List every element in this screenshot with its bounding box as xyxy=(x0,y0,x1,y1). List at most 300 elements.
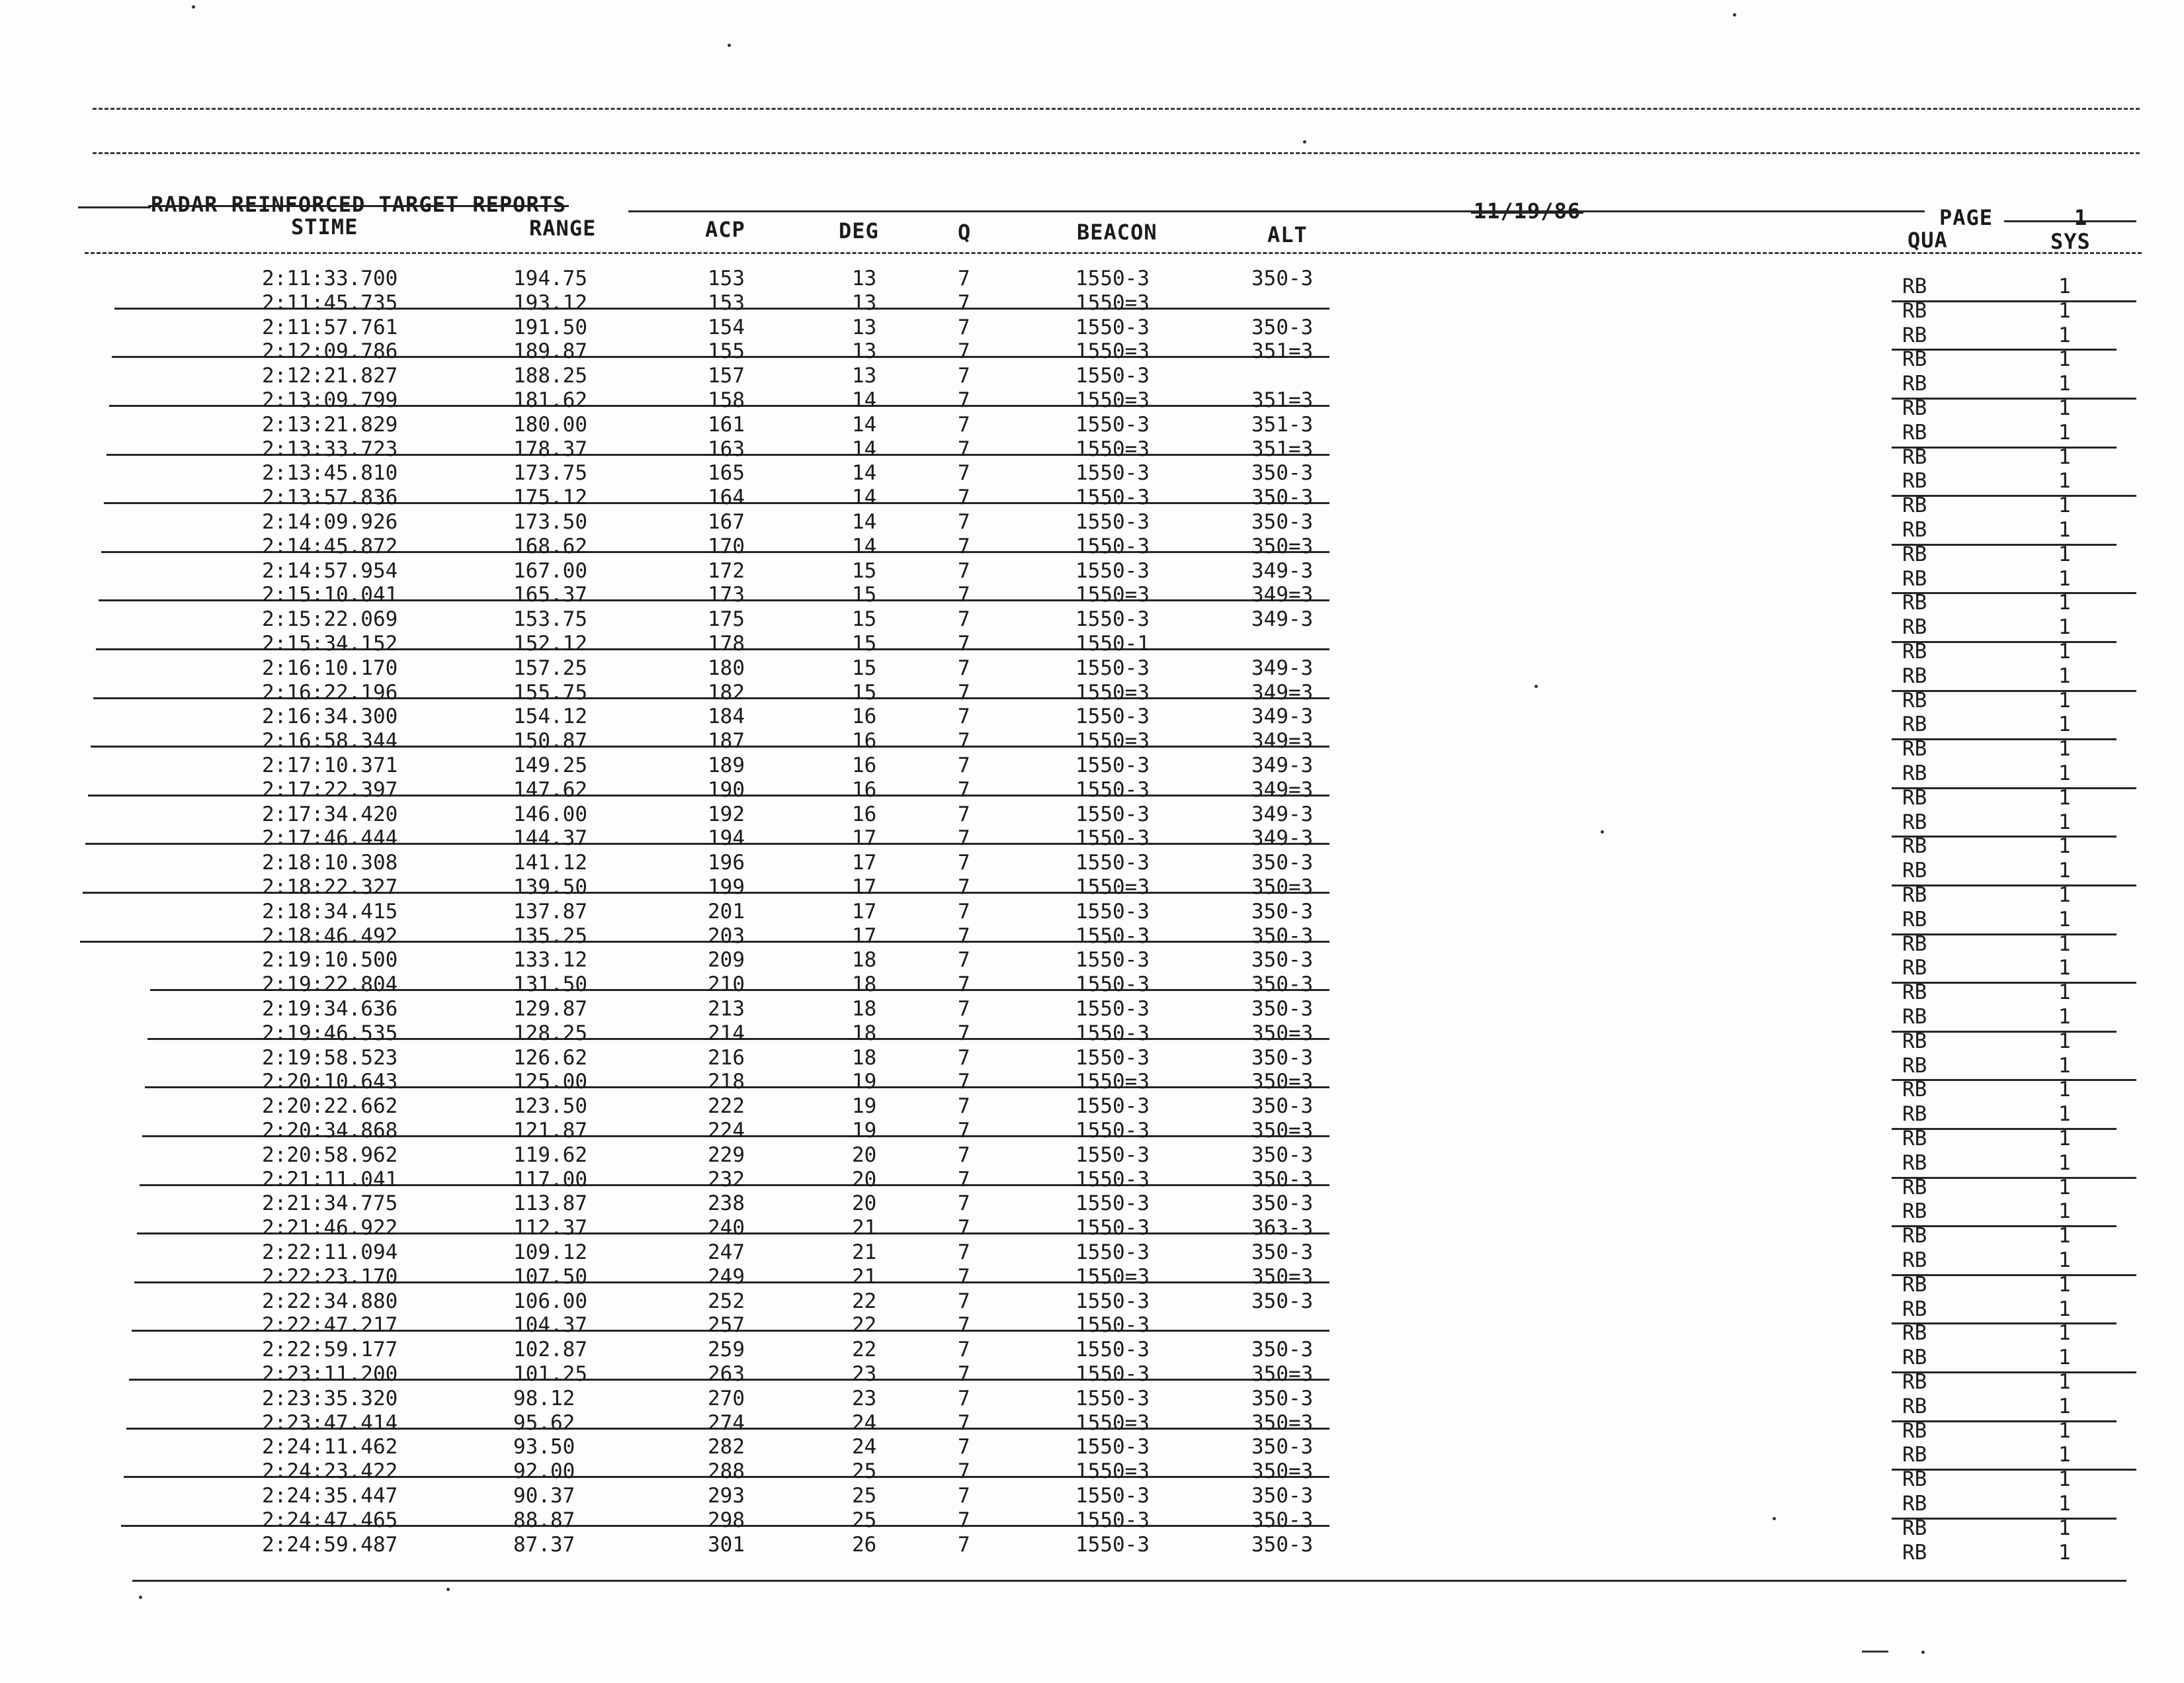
cell-beacon: 1550-3 xyxy=(1075,1532,1150,1557)
cell-acp: 153 xyxy=(708,267,745,290)
cell-deg: 19 xyxy=(852,1094,877,1119)
cell-range: 173.50 xyxy=(513,510,587,534)
cell-qua: RB xyxy=(1902,323,1927,347)
cell-range: 106.00 xyxy=(513,1289,587,1313)
row-strike-line xyxy=(1892,1274,2136,1276)
cell-sys: 1 xyxy=(2058,761,2071,785)
cell-range: 175.12 xyxy=(513,486,587,510)
cell-sys: 1 xyxy=(2058,347,2071,372)
cell-deg: 14 xyxy=(852,437,877,461)
cell-deg: 17 xyxy=(852,899,877,924)
cell-stime: 2:16:34.300 xyxy=(262,705,398,729)
cell-beacon: 1550-3 xyxy=(1075,851,1150,875)
cell-range: 104.37 xyxy=(513,1313,587,1338)
cell-qua: RB xyxy=(1902,420,1927,445)
table-row xyxy=(0,315,2184,347)
table-row xyxy=(0,826,2184,859)
cell-range: 102.87 xyxy=(513,1338,587,1362)
cell-range: 123.50 xyxy=(513,1094,587,1119)
cell-q: 7 xyxy=(958,972,970,997)
cell-beacon: 1550-3 xyxy=(1075,607,1150,632)
cell-alt: 349=3 xyxy=(1251,583,1314,607)
cell-range: 167.00 xyxy=(513,558,587,583)
cell-acp: 167 xyxy=(708,510,745,534)
cell-beacon: 1550-3 xyxy=(1075,315,1150,339)
cell-qua: RB xyxy=(1902,931,1927,956)
table-row xyxy=(0,510,2184,542)
cell-sys: 1 xyxy=(2058,469,2071,494)
table-row xyxy=(0,412,2184,445)
cell-beacon: 1550-3 xyxy=(1075,705,1150,729)
cell-qua: RB xyxy=(1902,347,1927,372)
cell-beacon: 1550=3 xyxy=(1075,875,1150,899)
cell-q: 7 xyxy=(958,534,970,558)
table-row xyxy=(0,1191,2184,1224)
cell-deg: 13 xyxy=(852,364,877,388)
cell-q: 7 xyxy=(958,1410,970,1435)
cell-qua: RB xyxy=(1902,615,1927,640)
cell-sys: 1 xyxy=(2058,1127,2071,1150)
cell-alt: 363-3 xyxy=(1251,1216,1314,1240)
cell-acp: 210 xyxy=(708,972,745,997)
cell-alt: 350-3 xyxy=(1251,1143,1314,1167)
cell-acp: 190 xyxy=(708,777,745,802)
table-row xyxy=(0,1289,2184,1321)
cell-qua: RB xyxy=(1902,1078,1927,1102)
cell-acp: 201 xyxy=(708,899,745,924)
cell-deg: 20 xyxy=(852,1167,877,1191)
cell-stime: 2:14:45.872 xyxy=(262,534,398,558)
cell-acp: 209 xyxy=(708,948,745,972)
cell-range: 178.37 xyxy=(513,437,587,461)
cell-qua: RB xyxy=(1902,1175,1927,1199)
cell-q: 7 xyxy=(958,1143,970,1167)
scan-speck xyxy=(139,1596,142,1599)
cell-range: 149.25 xyxy=(513,754,587,777)
column-header-range: RANGE xyxy=(529,216,597,241)
cell-acp: 199 xyxy=(708,875,745,899)
cell-sys: 1 xyxy=(2058,566,2071,591)
cell-alt: 351=3 xyxy=(1251,339,1314,364)
cell-deg: 20 xyxy=(852,1143,877,1167)
cell-beacon: 1550-3 xyxy=(1075,1435,1150,1459)
cell-range: 109.12 xyxy=(513,1240,587,1264)
cell-qua: RB xyxy=(1902,761,1927,785)
cell-beacon: 1550-3 xyxy=(1075,267,1150,290)
cell-qua: RB xyxy=(1902,1516,1927,1540)
cell-sys: 1 xyxy=(2058,1272,2071,1297)
cell-q: 7 xyxy=(958,583,970,607)
cell-qua: RB xyxy=(1902,1199,1927,1224)
cell-qua: RB xyxy=(1902,445,1927,469)
cell-alt: 349-3 xyxy=(1251,802,1314,826)
cell-acp: 298 xyxy=(708,1508,745,1532)
cell-alt: 350-3 xyxy=(1251,1386,1314,1410)
cell-acp: 153 xyxy=(708,290,745,315)
cell-q: 7 xyxy=(958,777,970,802)
cell-beacon: 1550-3 xyxy=(1075,486,1150,510)
cell-alt: 349=3 xyxy=(1251,729,1314,754)
cell-range: 131.50 xyxy=(513,972,587,997)
cell-range: 150.87 xyxy=(513,729,587,754)
cell-q: 7 xyxy=(958,364,970,388)
cell-acp: 155 xyxy=(708,339,745,364)
cell-beacon: 1550=3 xyxy=(1075,290,1150,315)
cell-stime: 2:17:34.420 xyxy=(262,802,398,826)
cell-beacon: 1550-3 xyxy=(1075,510,1150,534)
cell-sys: 1 xyxy=(2058,1418,2071,1443)
cell-sys: 1 xyxy=(2058,1224,2071,1248)
cell-alt: 350-3 xyxy=(1251,1094,1314,1119)
cell-range: 101.25 xyxy=(513,1362,587,1386)
cell-range: 147.62 xyxy=(513,777,587,802)
cell-q: 7 xyxy=(958,924,970,948)
cell-stime: 2:16:10.170 xyxy=(262,656,398,680)
cell-sys: 1 xyxy=(2058,1321,2071,1346)
cell-deg: 18 xyxy=(852,1021,877,1045)
cell-sys: 1 xyxy=(2058,859,2071,883)
cell-sys: 1 xyxy=(2058,372,2071,396)
cell-qua: RB xyxy=(1902,1492,1927,1516)
table-row xyxy=(0,875,2184,907)
cell-acp: 157 xyxy=(708,364,745,388)
cell-acp: 192 xyxy=(708,802,745,826)
cell-acp: 214 xyxy=(708,1021,745,1045)
cell-beacon: 1550-3 xyxy=(1075,802,1150,826)
cell-deg: 18 xyxy=(852,948,877,972)
cell-qua: RB xyxy=(1902,1443,1927,1467)
cell-alt: 350=3 xyxy=(1251,1070,1314,1094)
column-header-qua: QUA xyxy=(1908,228,1948,253)
cell-sys: 1 xyxy=(2058,980,2071,1005)
cell-qua: RB xyxy=(1902,834,1927,859)
table-row xyxy=(0,705,2184,737)
table-row xyxy=(0,1264,2184,1297)
cell-sys: 1 xyxy=(2058,1297,2071,1321)
cell-stime: 2:12:21.827 xyxy=(262,364,398,388)
table-row xyxy=(0,339,2184,372)
cell-deg: 23 xyxy=(852,1362,877,1386)
row-strike-line xyxy=(1892,1469,2136,1471)
cell-qua: RB xyxy=(1902,810,1927,834)
row-strike-line xyxy=(1892,787,2136,789)
cell-q: 7 xyxy=(958,1362,970,1386)
cell-qua: RB xyxy=(1902,1102,1927,1127)
table-row xyxy=(0,632,2184,664)
scan-speck xyxy=(1921,1651,1925,1654)
cell-deg: 13 xyxy=(852,290,877,315)
cell-range: 93.50 xyxy=(513,1435,575,1459)
scan-speck xyxy=(1862,1651,1888,1653)
cell-sys: 1 xyxy=(2058,956,2071,980)
cell-qua: RB xyxy=(1902,1540,1927,1565)
cell-acp: 270 xyxy=(708,1386,745,1410)
cell-q: 7 xyxy=(958,339,970,364)
cell-qua: RB xyxy=(1902,1127,1927,1150)
cell-sys: 1 xyxy=(2058,518,2071,542)
cell-beacon: 1550=3 xyxy=(1075,1070,1150,1094)
cell-deg: 25 xyxy=(852,1508,877,1532)
cell-acp: 257 xyxy=(708,1313,745,1338)
cell-range: 87.37 xyxy=(513,1532,575,1557)
cell-acp: 161 xyxy=(708,412,745,437)
cell-q: 7 xyxy=(958,1070,970,1094)
cell-range: 141.12 xyxy=(513,851,587,875)
cell-stime: 2:13:33.723 xyxy=(262,437,398,461)
cell-sys: 1 xyxy=(2058,883,2071,907)
cell-acp: 247 xyxy=(708,1240,745,1264)
cell-stime: 2:15:34.152 xyxy=(262,632,398,656)
cell-acp: 249 xyxy=(708,1264,745,1289)
cell-deg: 14 xyxy=(852,534,877,558)
cell-beacon: 1550-3 xyxy=(1075,1484,1150,1508)
cell-alt: 349-3 xyxy=(1251,607,1314,632)
cell-range: 128.25 xyxy=(513,1021,587,1045)
table-row xyxy=(0,1508,2184,1540)
cell-sys: 1 xyxy=(2058,445,2071,469)
cell-stime: 2:15:10.041 xyxy=(262,583,398,607)
cell-acp: 187 xyxy=(708,729,745,754)
cell-sys: 1 xyxy=(2058,542,2071,566)
cell-q: 7 xyxy=(958,290,970,315)
cell-acp: 218 xyxy=(708,1070,745,1094)
cell-beacon: 1550-3 xyxy=(1075,754,1150,777)
cell-qua: RB xyxy=(1902,566,1927,591)
table-row xyxy=(0,1143,2184,1175)
cell-qua: RB xyxy=(1902,1248,1927,1272)
cell-deg: 18 xyxy=(852,997,877,1021)
cell-beacon: 1550-3 xyxy=(1075,1313,1150,1338)
cell-deg: 22 xyxy=(852,1289,877,1313)
cell-q: 7 xyxy=(958,1167,970,1191)
table-row xyxy=(0,924,2184,956)
cell-qua: RB xyxy=(1902,518,1927,542)
cell-qua: RB xyxy=(1902,859,1927,883)
cell-acp: 232 xyxy=(708,1167,745,1191)
cell-beacon: 1550-3 xyxy=(1075,364,1150,388)
cell-sys: 1 xyxy=(2058,1467,2071,1492)
cell-qua: RB xyxy=(1902,1394,1927,1418)
cell-beacon: 1550-3 xyxy=(1075,777,1150,802)
cell-beacon: 1550-3 xyxy=(1075,1289,1150,1313)
cell-alt: 351-3 xyxy=(1251,412,1314,437)
cell-beacon: 1550-3 xyxy=(1075,461,1150,486)
cell-stime: 2:18:10.308 xyxy=(262,851,398,875)
cell-q: 7 xyxy=(958,1338,970,1362)
cell-range: 155.75 xyxy=(513,680,587,705)
cell-acp: 173 xyxy=(708,583,745,607)
cell-alt: 349-3 xyxy=(1251,705,1314,729)
cell-beacon: 1550=3 xyxy=(1075,583,1150,607)
row-strike-line xyxy=(1892,398,2136,400)
cell-q: 7 xyxy=(958,632,970,656)
cell-range: 112.37 xyxy=(513,1216,587,1240)
cell-deg: 15 xyxy=(852,583,877,607)
cell-stime: 2:23:35.320 xyxy=(262,1386,398,1410)
table-row xyxy=(0,1045,2184,1078)
cell-qua: RB xyxy=(1902,688,1927,712)
cell-beacon: 1550-3 xyxy=(1075,924,1150,948)
cell-alt: 350=3 xyxy=(1251,1362,1314,1386)
cell-deg: 21 xyxy=(852,1216,877,1240)
cell-sys: 1 xyxy=(2058,810,2071,834)
cell-beacon: 1550-3 xyxy=(1075,1216,1150,1240)
cell-q: 7 xyxy=(958,607,970,632)
table-row xyxy=(0,1167,2184,1199)
cell-stime: 2:23:47.414 xyxy=(262,1410,398,1435)
cell-stime: 2:13:57.836 xyxy=(262,486,398,510)
column-header-alt: ALT xyxy=(1267,222,1308,247)
cell-deg: 17 xyxy=(852,924,877,948)
cell-alt: 350=3 xyxy=(1251,534,1314,558)
cell-q: 7 xyxy=(958,510,970,534)
cell-range: 133.12 xyxy=(513,948,587,972)
cell-beacon: 1550=3 xyxy=(1075,1459,1150,1484)
cell-sys: 1 xyxy=(2058,785,2071,810)
page-number: 1 xyxy=(2074,205,2088,230)
cell-range: 153.75 xyxy=(513,607,587,632)
cell-range: 95.62 xyxy=(513,1410,575,1435)
cell-alt: 350-3 xyxy=(1251,1045,1314,1070)
cell-alt: 351=3 xyxy=(1251,388,1314,412)
cell-alt: 350-3 xyxy=(1251,486,1314,510)
cell-qua: RB xyxy=(1902,396,1927,420)
cell-range: 129.87 xyxy=(513,997,587,1021)
cell-stime: 2:21:34.775 xyxy=(262,1191,398,1216)
cell-alt: 350-3 xyxy=(1251,1508,1314,1532)
cell-sys: 1 xyxy=(2058,1150,2071,1175)
cell-qua: RB xyxy=(1902,1224,1927,1248)
cell-deg: 17 xyxy=(852,826,877,851)
cell-deg: 13 xyxy=(852,339,877,364)
cell-sys: 1 xyxy=(2058,1370,2071,1394)
cell-qua: RB xyxy=(1902,712,1927,737)
cell-sys: 1 xyxy=(2058,640,2071,664)
cell-alt: 350-3 xyxy=(1251,510,1314,534)
cell-beacon: 1550=3 xyxy=(1075,729,1150,754)
cell-q: 7 xyxy=(958,1264,970,1289)
cell-acp: 263 xyxy=(708,1362,745,1386)
cell-q: 7 xyxy=(958,1484,970,1508)
cell-qua: RB xyxy=(1902,298,1927,323)
cell-deg: 16 xyxy=(852,754,877,777)
cell-qua: RB xyxy=(1902,542,1927,566)
row-strike-line xyxy=(1892,885,2136,886)
cell-q: 7 xyxy=(958,851,970,875)
cell-qua: RB xyxy=(1902,737,1927,761)
table-row xyxy=(0,290,2184,323)
cell-acp: 180 xyxy=(708,656,745,680)
cell-acp: 194 xyxy=(708,826,745,851)
cell-q: 7 xyxy=(958,705,970,729)
cell-q: 7 xyxy=(958,680,970,705)
cell-q: 7 xyxy=(958,802,970,826)
scan-speck xyxy=(192,5,195,9)
table-row xyxy=(0,997,2184,1029)
cell-stime: 2:13:45.810 xyxy=(262,461,398,486)
table-row xyxy=(0,558,2184,591)
cell-deg: 15 xyxy=(852,607,877,632)
cell-sys: 1 xyxy=(2058,1053,2071,1078)
cell-stime: 2:24:23.422 xyxy=(262,1459,398,1484)
cell-qua: RB xyxy=(1902,494,1927,518)
cell-stime: 2:16:58.344 xyxy=(262,729,398,754)
cell-alt: 350-3 xyxy=(1251,1191,1314,1216)
cell-q: 7 xyxy=(958,388,970,412)
cell-beacon: 1550-3 xyxy=(1075,1191,1150,1216)
cell-alt: 349=3 xyxy=(1251,777,1314,802)
cell-range: 180.00 xyxy=(513,412,587,437)
cell-stime: 2:23:11.200 xyxy=(262,1362,398,1386)
cell-deg: 20 xyxy=(852,1191,877,1216)
table-row xyxy=(0,461,2184,494)
cell-q: 7 xyxy=(958,1289,970,1313)
table-row xyxy=(0,680,2184,712)
cell-beacon: 1550=3 xyxy=(1075,680,1150,705)
cell-beacon: 1550-3 xyxy=(1075,1240,1150,1264)
cell-stime: 2:19:58.523 xyxy=(262,1045,398,1070)
cell-stime: 2:19:22.804 xyxy=(262,972,398,997)
cell-acp: 154 xyxy=(708,315,745,339)
report-date: 11/19/86 xyxy=(1473,198,1581,224)
cell-acp: 229 xyxy=(708,1143,745,1167)
scan-speck xyxy=(1601,830,1604,834)
cell-beacon: 1550-3 xyxy=(1075,1119,1150,1143)
cell-acp: 165 xyxy=(708,461,745,486)
table-row xyxy=(0,777,2184,810)
cell-deg: 24 xyxy=(852,1410,877,1435)
cell-acp: 163 xyxy=(708,437,745,461)
cell-stime: 2:14:57.954 xyxy=(262,558,398,583)
cell-alt: 351=3 xyxy=(1251,437,1314,461)
cell-alt: 350-3 xyxy=(1251,948,1314,972)
page-label: PAGE xyxy=(1939,205,1994,230)
cell-range: 188.25 xyxy=(513,364,587,388)
cell-sys: 1 xyxy=(2058,1346,2071,1370)
cell-stime: 2:24:59.487 xyxy=(262,1532,398,1557)
cell-q: 7 xyxy=(958,1508,970,1532)
cell-deg: 18 xyxy=(852,972,877,997)
table-row xyxy=(0,364,2184,396)
cell-q: 7 xyxy=(958,826,970,851)
cell-alt: 350-3 xyxy=(1251,1435,1314,1459)
cell-deg: 15 xyxy=(852,656,877,680)
cell-acp: 158 xyxy=(708,388,745,412)
table-row xyxy=(0,1484,2184,1516)
cell-qua: RB xyxy=(1902,372,1927,396)
cell-beacon: 1550-3 xyxy=(1075,948,1150,972)
row-strike-line xyxy=(1892,592,2136,594)
cell-qua: RB xyxy=(1902,980,1927,1005)
cell-stime: 2:22:11.094 xyxy=(262,1240,398,1264)
cell-sys: 1 xyxy=(2058,1443,2071,1467)
cell-beacon: 1550-3 xyxy=(1075,1045,1150,1070)
cell-deg: 14 xyxy=(852,412,877,437)
cell-range: 194.75 xyxy=(513,267,587,290)
cell-deg: 13 xyxy=(852,267,877,290)
cell-acp: 282 xyxy=(708,1435,745,1459)
cell-stime: 2:18:46.492 xyxy=(262,924,398,948)
cell-range: 165.37 xyxy=(513,583,587,607)
cell-q: 7 xyxy=(958,558,970,583)
cell-stime: 2:20:22.662 xyxy=(262,1094,398,1119)
cell-sys: 1 xyxy=(2058,1394,2071,1418)
cell-deg: 15 xyxy=(852,680,877,705)
table-row xyxy=(0,534,2184,566)
cell-q: 7 xyxy=(958,899,970,924)
cell-qua: RB xyxy=(1902,1297,1927,1321)
cell-qua: RB xyxy=(1902,640,1927,664)
